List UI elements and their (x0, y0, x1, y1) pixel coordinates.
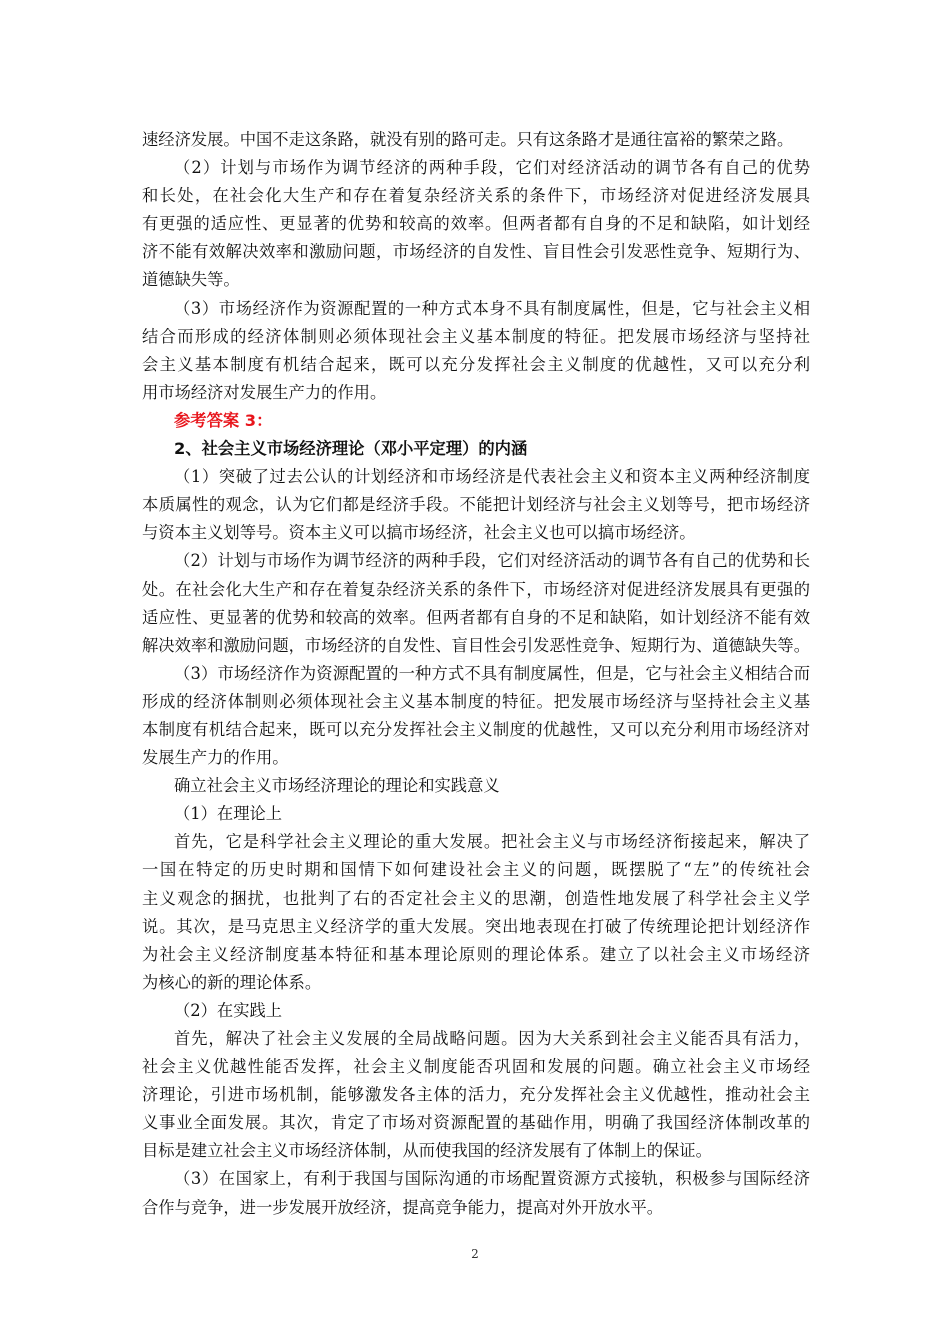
text-line: 会主义基本制度有机结合起来，既可以充分发挥社会主义制度的优越性，又可以充分利 (142, 354, 810, 374)
text-line: （3）市场经济作为资源配置的一种方式不具有制度属性，但是，它与社会主义相结合而 (174, 663, 810, 683)
page-number: 2 (471, 1247, 479, 1261)
text-line: 社会主义优越性能否发挥，社会主义制度能否巩固和发展的问题。确立社会主义市场经 (142, 1057, 810, 1077)
text-line: 说。其次，是马克思主义经济学的重大发展。突出地表现在打破了传统理论把计划经济作 (142, 916, 810, 936)
text-line: 用市场经济对发展生产力的作用。 (142, 382, 387, 402)
text-line: 本制度有机结合起来，既可以充分发挥社会主义制度的优越性，又可以充分利用市场经济对 (142, 719, 810, 739)
text-line: 道德缺失等。 (142, 270, 240, 290)
text-line: 速经济发展。中国不走这条路，就没有别的路可走。只有这条路才是通往富裕的繁荣之路。 (142, 130, 794, 149)
text-line: 适应性、更显著的优势和较高的效率。但两者都有自身的不足和缺陷，如计划经济不能有效 (142, 607, 810, 627)
text-line: 主义观念的捆扰，也批判了右的否定社会主义的思潮，创造性地发展了科学社会主义学 (142, 888, 810, 908)
text-line: 济理论，引进市场机制，能够激发各主体的活力，充分发挥社会主义优越性，推动社会主 (142, 1085, 810, 1105)
text-line: 合作与竞争，进一步发展开放经济，提高竞争能力，提高对外开放水平。 (142, 1197, 664, 1217)
reference-answer-heading: 参考答案 3： (174, 410, 273, 430)
text-line: 首先，它是科学社会主义理论的重大发展。把社会主义与市场经济衔接起来，解决了 (174, 832, 810, 852)
document-body (142, 126, 810, 1222)
text-line: 形成的经济体制则必须体现社会主义基本制度的特征。把发展市场经济与坚持社会主义基 (142, 691, 810, 711)
text-line: 首先，解决了社会主义发展的全局战略问题。因为大关系到社会主义能否具有活力， (174, 1029, 810, 1048)
text-line: 解决效率和激励问题，市场经济的自发性、盲目性会引发恶性竞争、短期行为、道德缺失等。 (142, 635, 810, 655)
text-line: （2）计划与市场作为调节经济的两种手段，它们对经济活动的调节各有自己的优势 (174, 158, 810, 178)
text-line: （3）在国家上，有利于我国与国际沟通的市场配置资源方式接轨，积极参与国际经济 (174, 1169, 810, 1189)
subsection-heading: 确立社会主义市场经济理论的理论和实践意义 (174, 776, 500, 796)
subsection-heading: （1）在理论上 (174, 804, 283, 824)
text-line: （1）突破了过去公认的计划经济和市场经济是代表社会主义和资本主义两种经济制度 (174, 467, 810, 487)
text-line: （2）计划与市场作为调节经济的两种手段，它们对经济活动的调节各有自己的优势和长 (174, 551, 810, 571)
text-line: 为社会主义经济制度基本特征和基本理论原则的理论体系。建立了以社会主义市场经济 (142, 944, 810, 964)
text-line: 一国在特定的历史时期和国情下如何建设社会主义的问题，既摆脱了“左”的传统社会 (142, 860, 810, 880)
section-heading: 2、社会主义市场经济理论（邓小平定理）的内涵 (174, 439, 528, 459)
subsection-heading: （2）在实践上 (174, 1000, 283, 1020)
text-line: 本质属性的观念，认为它们都是经济手段。不能把计划经济与社会主义划等号，把市场经济 (142, 495, 810, 515)
text-line: 目标是建立社会主义市场经济体制，从而使我国的经济发展有了体制上的保证。 (142, 1141, 712, 1161)
text-line: 发展生产力的作用。 (142, 748, 289, 768)
text-line: 义事业全面发展。其次，肯定了市场对资源配置的基础作用，明确了我国经济体制改革的 (142, 1113, 810, 1133)
text-line: 结合而形成的经济体制则必须体现社会主义基本制度的特征。把发展市场经济与坚持社 (142, 326, 810, 346)
text-line: 济不能有效解决效率和激励问题，市场经济的自发性、盲目性会引发恶性竞争、短期行为、 (142, 242, 810, 262)
text-line: 有更强的适应性、更显著的优势和较高的效率。但两者都有自身的不足和缺陷，如计划经 (142, 214, 810, 234)
text-line: 处。在社会化大生产和存在着复杂经济关系的条件下，市场经济对促进经济发展具有更强的 (142, 579, 810, 599)
text-line: 与资本主义划等号。资本主义可以搞市场经济，社会主义也可以搞市场经济。 (142, 523, 696, 543)
text-line: 和长处，在社会化大生产和存在着复杂经济关系的条件下，市场经济对促进经济发展具 (142, 186, 810, 206)
text-line: （3）市场经济作为资源配置的一种方式本身不具有制度属性，但是，它与社会主义相 (174, 298, 810, 318)
text-line: 为核心的新的理论体系。 (142, 972, 322, 992)
